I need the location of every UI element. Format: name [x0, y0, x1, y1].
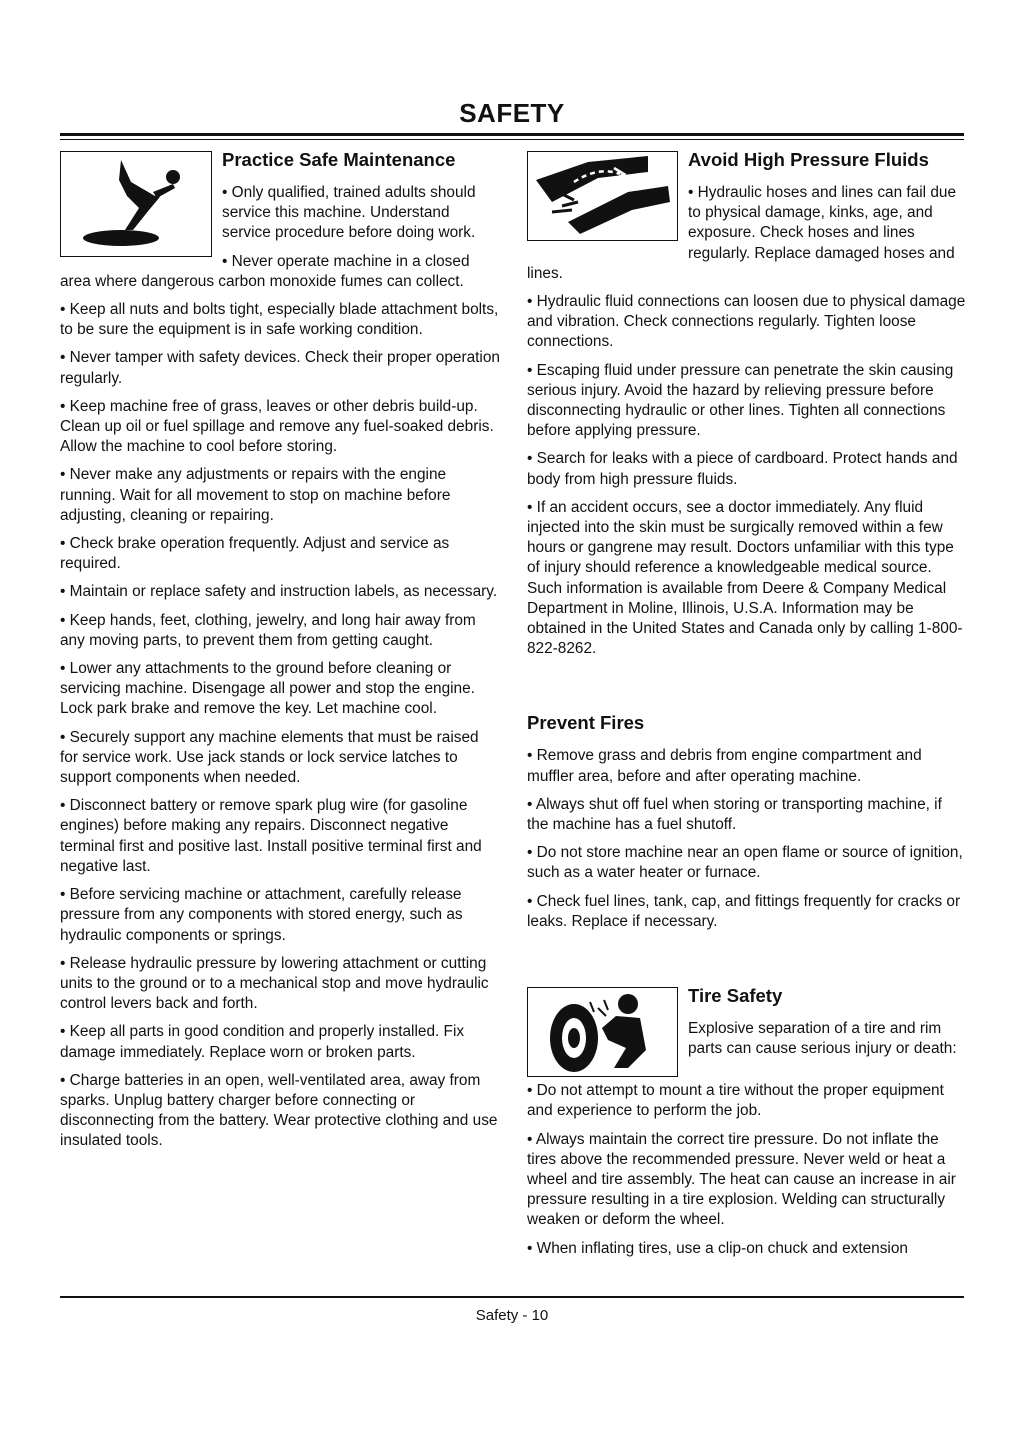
maintenance-item: • Never make any adjustments or repairs with the engine running. Wait for all movement to stop on machine before adjusting, cleaning or repairing.	[60, 466, 451, 524]
high-pressure-fluid-warning-icon	[527, 151, 678, 241]
fires-item: • Always shut off fuel when storing or transporting machine, if the machine has a fuel shutoff.	[527, 795, 942, 834]
page-title: SAFETY	[459, 98, 565, 128]
maintenance-item: • Never tamper with safety devices. Check their proper operation regularly.	[60, 349, 500, 387]
right-column	[527, 148, 967, 1267]
fluids-item: • If an accident occurs, see a doctor immediately. Any fluid injected into the skin must be surgically removed within a few hours or gangrene may result. Doctors unfamiliar with this type of injury should reference a knowledgeable medical source. Such information is available from Deere & Company Medical Department in Moline, Illinois, U.S.A. Information may be obtained in the United States and Canada only by calling 1-800-822-8262.	[527, 498, 963, 658]
maintenance-item: • Charge batteries in an open, well-ventilated area, away from sparks. Unplug battery charger before connecting or disconnecting from the battery. Wear protective clothing and use insulated tools.	[60, 1071, 498, 1150]
left-column	[60, 148, 500, 1160]
section-heading-prevent-fires: Prevent Fires	[527, 712, 645, 734]
maintenance-item: • Release hydraulic pressure by lowering attachment or cutting units to the ground or to a mechanical stop and move hydraulic control levers back and forth.	[60, 954, 489, 1013]
fires-item: • Remove grass and debris from engine compartment and muffler area, before and after operating machine.	[527, 747, 922, 785]
footer-rule	[60, 1296, 964, 1298]
header-rule-top	[60, 133, 964, 136]
maintenance-item: • Never operate machine in a closed area where dangerous carbon monoxide fumes can collect.	[60, 252, 470, 290]
section-heading-tire-safety: Tire Safety	[688, 985, 783, 1007]
maintenance-item: • Check brake operation frequently. Adjust and service as required.	[60, 535, 450, 573]
tire-item: • Always maintain the correct tire pressure. Do not inflate the tires above the recommended pressure. Never weld or heat a wheel and tire assembly. The heat can cause an increase in air pressure resulting in a tire explosion. Welding can structurally weaken or deform the wheel.	[527, 1130, 956, 1229]
maintenance-item: • Securely support any machine elements that must be raised for service work. Use jack stands or lock service latches to support components when needed.	[60, 728, 479, 787]
maintenance-item: • Before servicing machine or attachment, carefully release pressure from any components with stored energy, such as hydraulic components or springs.	[60, 886, 463, 944]
fluids-item: • Escaping fluid under pressure can penetrate the skin causing serious injury. Avoid the hazard by relieving pressure before disconnecting hydraulic or other lines. Tighten all connections before applying pressure.	[527, 361, 954, 440]
maintenance-item: • Only qualified, trained adults should service this machine. Understand service procedure before doing work.	[222, 184, 476, 242]
maintenance-item: • Keep machine free of grass, leaves or other debris build-up. Clean up oil or fuel spillage and remove any fuel-soaked debris. Allow the machine to cool before storing.	[60, 397, 494, 456]
fluids-item: • Search for leaks with a piece of cardboard. Protect hands and body from high pressure fluids.	[527, 450, 958, 488]
section-heading-maintenance: Practice Safe Maintenance	[222, 149, 456, 170]
maintenance-item: • Disconnect battery or remove spark plug wire (for gasoline engines) before making any repairs. Disconnect negative terminal first and positive last. Install positive terminal first and negative last.	[60, 797, 482, 875]
fires-item: • Do not store machine near an open flame or source of ignition, such as a water heater or furnace.	[527, 844, 963, 882]
maintenance-item: • Keep hands, feet, clothing, jewelry, and long hair away from any moving parts, to prevent them from getting caught.	[60, 611, 476, 649]
fluids-item: • Hydraulic hoses and lines can fail due to physical damage, kinks, age, and exposure. Check hoses and lines regularly. Replace damaged hoses and lines.	[527, 184, 957, 282]
fluids-item: • Hydraulic fluid connections can loosen due to physical damage and vibration. Check connections regularly. Tighten loose connections.	[527, 293, 966, 351]
header-rule-bottom	[60, 139, 964, 140]
maintenance-item: • Maintain or replace safety and instruction labels, as necessary.	[60, 583, 498, 601]
page-footer: Safety - 10	[475, 1307, 549, 1324]
tire-explosion-warning-icon	[527, 987, 678, 1077]
tire-item: • Do not attempt to mount a tire without the proper equipment and experience to perform the job.	[527, 1082, 944, 1120]
maintenance-item: • Keep all nuts and bolts tight, especially blade attachment bolts, to be sure the equipment is in safe working condition.	[60, 301, 499, 339]
tire-item: • When inflating tires, use a clip-on chuck and extension	[527, 1239, 908, 1257]
maintenance-item: • Lower any attachments to the ground before cleaning or servicing machine. Disengage all power and stop the engine. Lock park brake and remove the key. Let machine cool.	[60, 660, 475, 718]
section-heading-high-pressure-fluids: Avoid High Pressure Fluids	[688, 149, 929, 170]
slip-fall-warning-icon	[60, 151, 212, 257]
tire-intro: Explosive separation of a tire and rim parts can cause serious injury or death:	[688, 1020, 957, 1058]
fires-item: • Check fuel lines, tank, cap, and fittings frequently for cracks or leaks. Replace if necessary.	[527, 892, 961, 930]
maintenance-item: • Keep all parts in good condition and properly installed. Fix damage immediately. Replace worn or broken parts.	[60, 1023, 465, 1061]
